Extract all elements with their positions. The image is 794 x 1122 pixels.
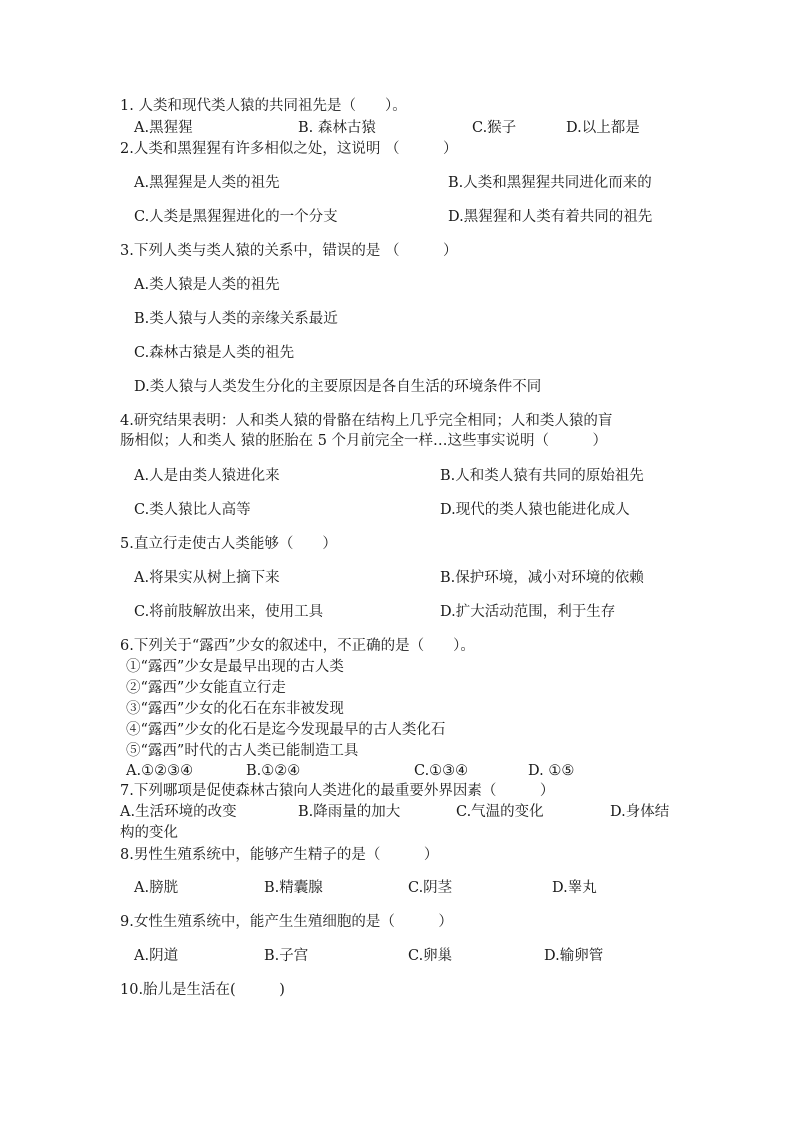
question-7-option-a: A.生活环境的改变 <box>120 804 237 820</box>
question-7-option-c: C.气温的变化 <box>456 804 544 820</box>
question-7-stem: 7.下列哪项是促使森林古猿向人类进化的最重要外界因素（ ） <box>120 783 555 799</box>
question-9-option-c: C.卵巢 <box>408 948 453 964</box>
question-4-stem-line-1: 4.研究结果表明：人和类人猿的骨骼在结构上几乎完全相同；人和类人猿的盲 <box>120 413 613 429</box>
question-7-option-d: D.身体结 <box>610 804 670 820</box>
question-4-option-a: A.人是由类人猿进化来 <box>134 468 280 484</box>
question-1-option-d: D.以上都是 <box>566 120 640 136</box>
question-2-option-c: C.人类是黑猩猩进化的一个分支 <box>134 209 338 225</box>
question-9-option-a: A.阴道 <box>134 948 179 964</box>
question-5-option-d: D.扩大活动范围，利于生存 <box>440 604 616 620</box>
question-9-option-b: B.子宫 <box>264 948 309 964</box>
question-10-stem: 10.胎儿是生活在( ) <box>120 982 285 998</box>
question-6-option-b: B.①②④ <box>246 763 301 779</box>
question-4-option-d: D.现代的类人猿也能进化成人 <box>440 502 630 518</box>
question-1-option-c: C.猴子 <box>472 120 517 136</box>
question-4-stem-line-2: 肠相似；人和类人 猿的胚胎在 5 个月前完全一样…这些事实说明（ ） <box>120 433 608 449</box>
question-8-option-c: C.阴茎 <box>408 880 453 896</box>
question-6-statement-4: ④“露西”少女的化石是迄今发现最早的古人类化石 <box>126 722 446 738</box>
question-6-option-a: A.①②③④ <box>126 763 194 779</box>
question-2-option-b: B.人类和黑猩猩共同进化而来的 <box>448 175 652 191</box>
question-9-option-d: D.输卵管 <box>544 948 604 964</box>
question-8-option-a: A.膀胱 <box>134 880 179 896</box>
question-5-option-c: C.将前肢解放出来，使用工具 <box>134 604 324 620</box>
question-5-option-a: A.将果实从树上摘下来 <box>134 570 280 586</box>
question-5-stem: 5.直立行走使古人类能够（ ） <box>120 536 337 552</box>
question-3-option-a: A.类人猿是人类的祖先 <box>134 277 280 293</box>
question-6-statement-2: ②“露西”少女能直立行走 <box>126 680 286 696</box>
question-7-option-b: B.降雨量的加大 <box>298 804 401 820</box>
question-6-statement-5: ⑤“露西”时代的古人类已能制造工具 <box>126 743 359 759</box>
question-2-option-d: D.黑猩猩和人类有着共同的祖先 <box>448 209 653 225</box>
question-3-option-b: B.类人猿与人类的亲缘关系最近 <box>134 311 338 327</box>
question-2-stem: 2.人类和黑猩猩有许多相似之处，这说明 （ ） <box>120 141 458 157</box>
question-4-option-b: B.人和类人猿有共同的原始祖先 <box>440 468 644 484</box>
question-7-wrap: 构的变化 <box>120 825 178 841</box>
question-5-option-b: B.保护环境，减小对环境的依赖 <box>440 570 644 586</box>
question-1-option-b: B. 森林古猿 <box>298 120 376 136</box>
question-2-option-a: A.黑猩猩是人类的祖先 <box>134 175 280 191</box>
question-6-statement-1: ①“露西”少女是最早出现的古人类 <box>126 659 344 675</box>
question-4-option-c: C.类人猿比人高等 <box>134 502 251 518</box>
question-1-option-a: A.黑猩猩 <box>134 120 193 136</box>
question-3-option-c: C.森林古猿是人类的祖先 <box>134 345 295 361</box>
question-9-stem: 9.女性生殖系统中，能产生生殖细胞的是（ ） <box>120 914 453 930</box>
question-6-stem: 6.下列关于“露西”少女的叙述中，不正确的是（ ）。 <box>120 638 475 654</box>
question-6-option-d: D. ①⑤ <box>528 763 575 779</box>
question-3-stem: 3.下列人类与类人猿的关系中，错误的是 （ ） <box>120 243 458 259</box>
question-8-stem: 8.男性生殖系统中，能够产生精子的是（ ） <box>120 847 439 863</box>
question-1-stem: 1. 人类和现代类人猿的共同祖先是（ ）。 <box>120 98 407 114</box>
question-6-option-c: C.①③④ <box>414 763 469 779</box>
question-8-option-b: B.精囊腺 <box>264 880 323 896</box>
question-8-option-d: D.睾丸 <box>552 880 597 896</box>
question-6-statement-3: ③“露西”少女的化石在东非被发现 <box>126 701 344 717</box>
question-3-option-d: D.类人猿与人类发生分化的主要原因是各自生活的环境条件不同 <box>134 379 542 395</box>
